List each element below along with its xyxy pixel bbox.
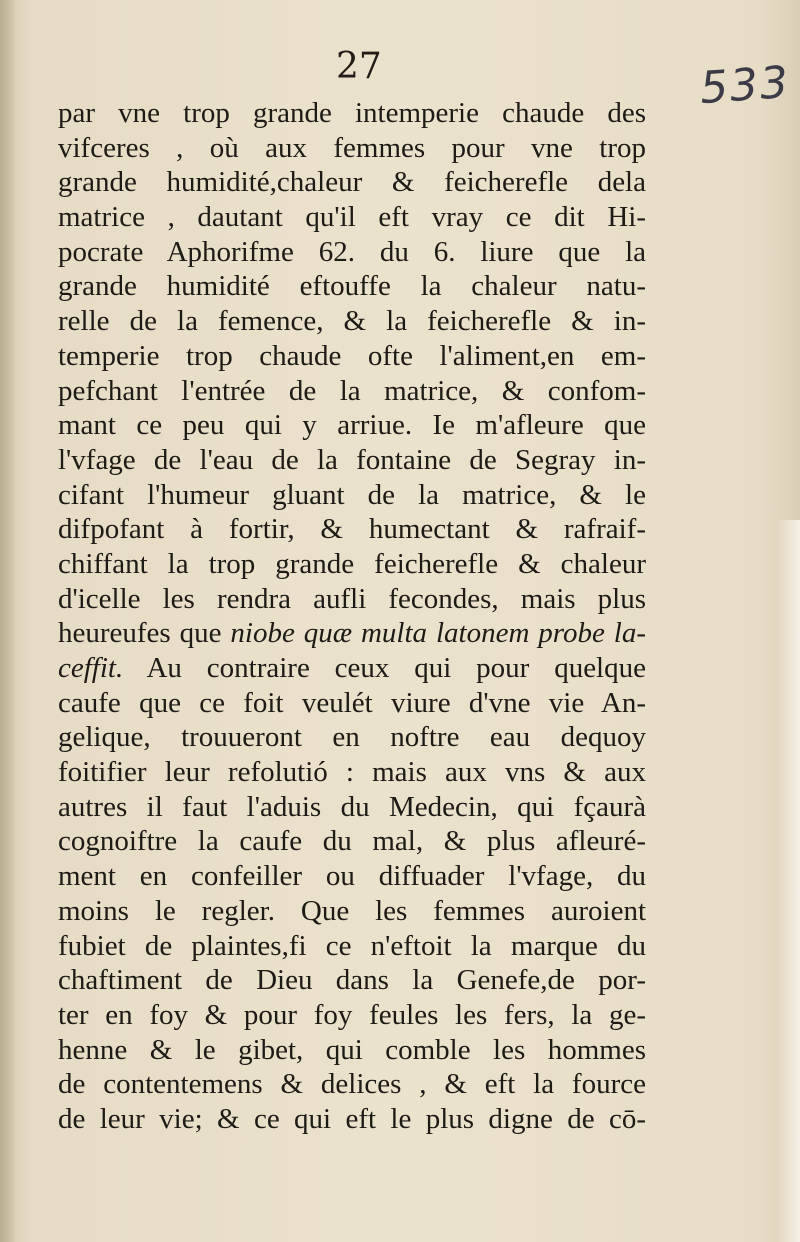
- text-line: autres il faut l'aduis du Medecin, qui fçaurà: [58, 790, 646, 823]
- text-line: heureufes que niobe quæ multa latonem probe la-: [58, 617, 646, 650]
- text-line: ceffit. Au contraire ceux qui pour quelque: [58, 652, 646, 684]
- text-line: foitifier leur refolutió : mais aux vns & aux: [58, 756, 646, 789]
- text-line: de contentemens & delices , & eft la fource: [58, 1068, 646, 1101]
- page-number: 27: [336, 46, 382, 87]
- text-line: grande humidité eftouffe la chaleur natu-: [58, 270, 646, 303]
- text-line: matrice , dautant qu'il eft vray ce dit Hi-: [58, 201, 646, 234]
- text-line: pocrate Aphorifme 62. du 6. liure que la: [58, 235, 646, 268]
- text-line: ter en foy & pour foy feules les fers, la ge-: [58, 998, 646, 1031]
- text-line: grande humidité,chaleur & feicherefle dela: [58, 166, 646, 199]
- text-line: relle de la femence, & la feicherefle & in-: [58, 305, 646, 338]
- text-line: fubiet de plaintes,fi ce n'eftoit la marque du: [58, 929, 646, 962]
- text-line: vifceres , où aux femmes pour vne trop: [58, 131, 646, 164]
- text-line: chaftiment de Dieu dans la Genefe,de por-: [58, 964, 646, 997]
- text-line: henne & le gibet, qui comble les hommes: [58, 1033, 646, 1066]
- page-edge: [774, 520, 800, 1242]
- binding-edge: [0, 0, 14, 1242]
- text-line: caufe que ce foit veulét viure d'vne vie An-: [58, 686, 646, 719]
- body-text: [58, 96, 646, 1137]
- text-line: moins le regler. Que les femmes auroient: [58, 894, 646, 927]
- text-line: cifant l'humeur gluant de la matrice, & le: [58, 478, 646, 511]
- text-line: pefchant l'entrée de la matrice, & confom-: [58, 374, 646, 407]
- text-line: par vne trop grande intemperie chaude des: [58, 97, 646, 129]
- text-line: gelique, trouueront en noftre eau dequoy: [58, 721, 646, 754]
- text-line: mant ce peu qui y arriue. Ie m'afleure que: [58, 409, 646, 442]
- text-line: de leur vie; & ce qui eft le plus digne de cō-: [58, 1102, 646, 1135]
- italic-latin: ceffit.: [58, 652, 124, 684]
- italic-latin: niobe quæ multa latonem probe la-: [230, 617, 646, 650]
- text-line: difpofant à fortir, & humectant & rafraif-: [58, 513, 646, 546]
- text-line: ment en confeiller ou diffuader l'vfage, du: [58, 860, 646, 893]
- text-line: l'vfage de l'eau de la fontaine de Segray in-: [58, 443, 646, 476]
- text-line: chiffant la trop grande feicherefle & chaleur: [58, 547, 646, 580]
- handwritten-number: 533: [698, 56, 792, 115]
- text-line: temperie trop chaude ofte l'aliment,en em-: [58, 339, 646, 372]
- text-line: cognoiftre la caufe du mal, & plus afleuré-: [58, 825, 646, 858]
- text-line: d'icelle les rendra aufli fecondes, mais plus: [58, 582, 646, 615]
